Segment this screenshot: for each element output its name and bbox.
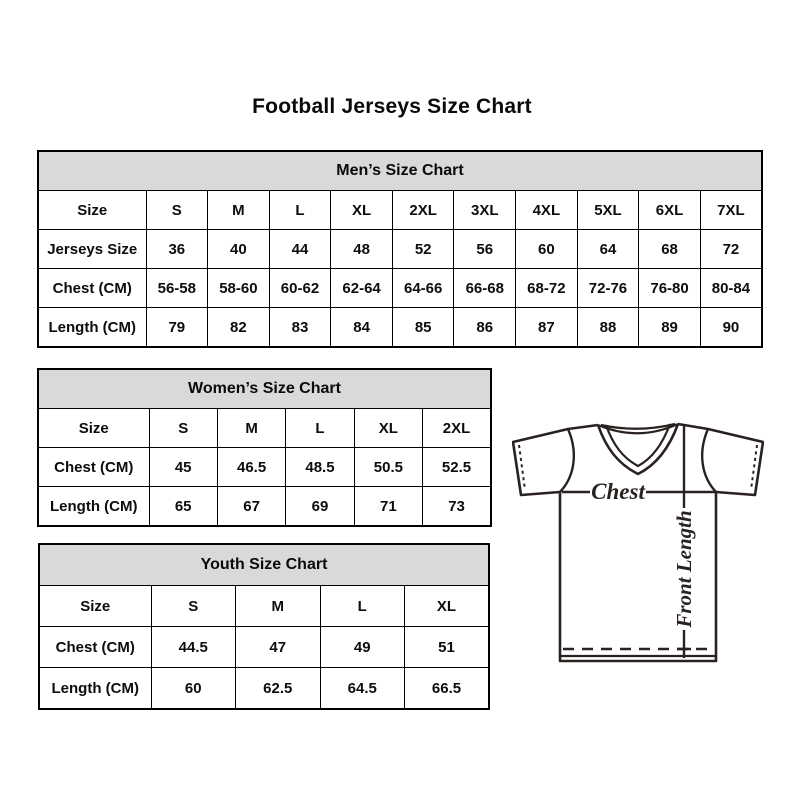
table-title-row (38, 369, 491, 409)
mens-size-chart-table (37, 150, 763, 348)
size-value-cell: 40 (208, 230, 270, 269)
table-row (38, 487, 491, 527)
size-value-cell: 62-64 (331, 269, 393, 308)
row-label-cell: Size (38, 191, 146, 230)
row-label-cell: Chest (CM) (38, 448, 149, 487)
row-label-cell: Length (CM) (38, 487, 149, 527)
size-value-cell: 84 (331, 308, 393, 348)
size-value-cell: 69 (286, 487, 354, 527)
front-length-label: Front Length (672, 510, 696, 628)
size-value-cell: 64.5 (320, 668, 405, 710)
size-value-cell: 49 (320, 627, 405, 668)
table-title-row (39, 544, 489, 586)
size-value-cell: 36 (146, 230, 208, 269)
size-value-cell: 72 (700, 230, 762, 269)
size-value-cell: XL (331, 191, 393, 230)
size-value-cell: 71 (354, 487, 422, 527)
size-value-cell: S (151, 586, 236, 627)
size-value-cell: 73 (423, 487, 491, 527)
size-value-cell: XL (354, 409, 422, 448)
size-value-cell: 52.5 (423, 448, 491, 487)
table-title-row (38, 151, 762, 191)
size-value-cell: 58-60 (208, 269, 270, 308)
size-value-cell: 2XL (392, 191, 454, 230)
size-value-cell: M (217, 409, 285, 448)
size-value-cell: 89 (639, 308, 701, 348)
size-value-cell: 66.5 (405, 668, 490, 710)
row-label-cell: Chest (CM) (38, 269, 146, 308)
size-value-cell: 48.5 (286, 448, 354, 487)
size-value-cell: 64 (577, 230, 639, 269)
size-value-cell: XL (405, 586, 490, 627)
youth-size-chart-table (38, 543, 490, 710)
chest-label: Chest (591, 479, 645, 504)
row-label-cell: Length (CM) (38, 308, 146, 348)
row-label-cell: Jerseys Size (38, 230, 146, 269)
jersey-measurement-diagram (512, 418, 764, 666)
row-label-cell: Chest (CM) (39, 627, 151, 668)
size-value-cell: 83 (269, 308, 331, 348)
table-title: Men’s Size Chart (38, 151, 762, 191)
size-value-cell: L (269, 191, 331, 230)
size-value-cell: 85 (392, 308, 454, 348)
size-value-cell: 67 (217, 487, 285, 527)
size-value-cell: 44 (269, 230, 331, 269)
size-value-cell: 52 (392, 230, 454, 269)
size-value-cell: 64-66 (392, 269, 454, 308)
size-value-cell: 2XL (423, 409, 491, 448)
size-value-cell: 62.5 (236, 668, 321, 710)
table-row (38, 448, 491, 487)
size-value-cell: 56-58 (146, 269, 208, 308)
size-value-cell: 72-76 (577, 269, 639, 308)
size-value-cell: 88 (577, 308, 639, 348)
size-value-cell: S (146, 191, 208, 230)
size-value-cell: S (149, 409, 217, 448)
row-label-cell: Size (39, 586, 151, 627)
size-value-cell: 82 (208, 308, 270, 348)
table-row (39, 586, 489, 627)
table-row (38, 409, 491, 448)
size-value-cell: 45 (149, 448, 217, 487)
size-value-cell: 48 (331, 230, 393, 269)
size-value-cell: 65 (149, 487, 217, 527)
size-value-cell: 44.5 (151, 627, 236, 668)
size-value-cell: 51 (405, 627, 490, 668)
size-value-cell: 68 (639, 230, 701, 269)
size-value-cell: M (236, 586, 321, 627)
size-value-cell: 4XL (516, 191, 578, 230)
size-value-cell: 87 (516, 308, 578, 348)
size-value-cell: 60 (151, 668, 236, 710)
size-value-cell: 56 (454, 230, 516, 269)
size-value-cell: 86 (454, 308, 516, 348)
size-value-cell: 50.5 (354, 448, 422, 487)
size-value-cell: 60 (516, 230, 578, 269)
size-value-cell: 46.5 (217, 448, 285, 487)
size-value-cell: 66-68 (454, 269, 516, 308)
size-value-cell: L (320, 586, 405, 627)
jersey-outline (513, 424, 763, 661)
size-value-cell: 79 (146, 308, 208, 348)
table-row (38, 191, 762, 230)
table-row (38, 230, 762, 269)
size-value-cell: 47 (236, 627, 321, 668)
size-value-cell: 5XL (577, 191, 639, 230)
table-title: Women’s Size Chart (38, 369, 491, 409)
size-value-cell: 3XL (454, 191, 516, 230)
table-row (38, 308, 762, 348)
size-value-cell: 68-72 (516, 269, 578, 308)
table-row (38, 269, 762, 308)
size-value-cell: 76-80 (639, 269, 701, 308)
table-row (39, 627, 489, 668)
womens-size-chart-table (37, 368, 492, 527)
row-label-cell: Size (38, 409, 149, 448)
page-title: Football Jerseys Size Chart (252, 95, 532, 118)
size-value-cell: 7XL (700, 191, 762, 230)
row-label-cell: Length (CM) (39, 668, 151, 710)
size-value-cell: M (208, 191, 270, 230)
table-row (39, 668, 489, 710)
size-value-cell: 6XL (639, 191, 701, 230)
size-value-cell: 60-62 (269, 269, 331, 308)
size-value-cell: 90 (700, 308, 762, 348)
table-title: Youth Size Chart (39, 544, 489, 586)
size-value-cell: L (286, 409, 354, 448)
size-value-cell: 80-84 (700, 269, 762, 308)
